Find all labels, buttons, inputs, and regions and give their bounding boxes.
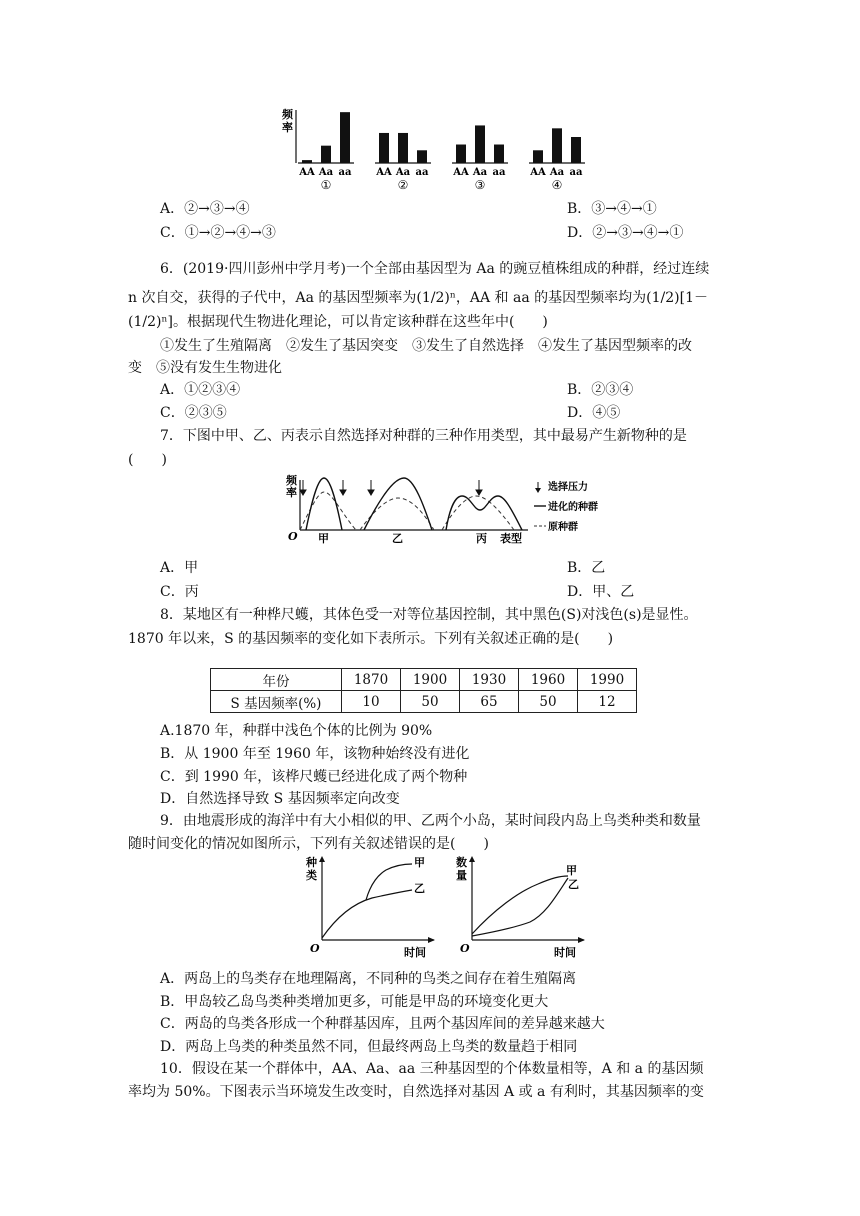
- q7-legend-3: 原种群: [548, 522, 578, 533]
- bar-tick-label: aa: [338, 167, 352, 178]
- table-header-cell: 1960: [519, 669, 578, 691]
- bar-tick-label: AA: [453, 167, 469, 178]
- q9-left-y-arrowhead: [319, 856, 325, 862]
- island-population-chart: [454, 852, 594, 962]
- q7-stem-line-1: 7．下图中甲、乙、丙表示自然选择对种群的三种作用类型，其中最易产生新物种的是: [160, 428, 687, 444]
- bar-AA: [533, 150, 543, 163]
- q8-option-d[interactable]: D．自然选择导致 S 基因频率定向改变: [160, 791, 400, 807]
- bar-tick-label: Aa: [549, 167, 565, 178]
- bar-AA: [302, 160, 312, 163]
- gene-frequency-table: [210, 668, 637, 713]
- selection-type-figure: [284, 470, 614, 550]
- q5-option-d[interactable]: D．②→③→④→①: [567, 225, 684, 241]
- table-cell: 50: [401, 691, 460, 713]
- q9-left-label-yi: 乙: [414, 882, 425, 895]
- q9-left-label-jia: 甲: [414, 856, 425, 869]
- group-label: ①: [320, 178, 332, 192]
- q8-option-c[interactable]: C．到 1990 年，该桦尺蠖已经进化成了两个物种: [160, 769, 468, 785]
- q9-right-x-arrowhead: [578, 937, 585, 943]
- bar-aa: [494, 145, 504, 163]
- q7-label-yi: 乙: [392, 532, 403, 545]
- q7-arrowhead-3: [368, 490, 374, 495]
- q9-left-ylabel-2: 类: [306, 869, 317, 882]
- bar-tick-label: Aa: [395, 167, 411, 178]
- q7-option-a[interactable]: A．甲: [160, 560, 199, 576]
- bar-AA: [379, 133, 389, 163]
- q7-label-bing: 丙: [476, 532, 487, 545]
- q6-option-a[interactable]: A．①②③④: [160, 382, 241, 398]
- q7-evolved-curve-jia: [306, 478, 342, 530]
- q9-option-b[interactable]: B．甲岛较乙岛鸟类种类增加更多，可能是甲岛的环境变化更大: [160, 994, 549, 1010]
- q7-ylabel-2: 率: [286, 486, 297, 499]
- q7-option-c[interactable]: C．丙: [160, 584, 199, 600]
- table-header-cell: 1990: [578, 669, 637, 691]
- table-header-cell: 年份: [211, 669, 342, 691]
- bar-Aa: [475, 125, 485, 163]
- q9-right-curve-yi: [472, 878, 568, 936]
- q6-stem-line-3: (1/2)ⁿ]。根据现代生物进化理论，可以肯定该种群在这些年中( ): [128, 314, 548, 330]
- q6-statements-line-1: ①发生了生殖隔离 ②发生了基因突变 ③发生了自然选择 ④发生了基因型频率的改: [160, 338, 692, 354]
- bar-tick-label: Aa: [318, 167, 334, 178]
- bar-tick-label: aa: [415, 167, 429, 178]
- table-header-cell: 1870: [342, 669, 401, 691]
- bar-aa: [340, 112, 350, 163]
- q7-legend-arrowhead: [535, 488, 541, 493]
- q6-option-c[interactable]: C．②③⑤: [160, 405, 227, 421]
- q5-option-b[interactable]: B．③→④→①: [567, 201, 657, 217]
- q9-option-a[interactable]: A．两岛上的鸟类存在地理隔离，不同种的鸟类之间存在着生殖隔离: [160, 971, 577, 987]
- q6-stem-line-1: 6．(2019·四川彭州中学月考)一个全部由基因型为 Aa 的豌豆植株组成的种群，经过连续: [160, 261, 710, 277]
- chart-ylabel: [282, 107, 294, 134]
- ylabel-char-2: 率: [282, 121, 293, 134]
- q7-arrowhead-4: [476, 490, 482, 495]
- bar-Aa: [552, 128, 562, 163]
- table-header-cell: 1930: [460, 669, 519, 691]
- bar-AA: [456, 145, 466, 163]
- q7-original-curve-jia: [300, 492, 356, 530]
- q9-right-ylabel-2: 量: [456, 869, 467, 882]
- table-cell: S 基因频率(%): [211, 691, 342, 713]
- q8-option-a[interactable]: A.1870 年，种群中浅色个体的比例为 90%: [160, 723, 433, 739]
- q9-right-origin: O: [460, 942, 470, 955]
- q9-right-label-jia: 甲: [566, 864, 577, 877]
- bar-tick-label: aa: [492, 167, 506, 178]
- q9-right-label-yi: 乙: [568, 878, 579, 891]
- q8-stem-line-1: 8．某地区有一种桦尺蠖，其体色受一对等位基因控制，其中黑色(S)对浅色(s)是显性。: [160, 607, 698, 623]
- table-row: [211, 691, 637, 713]
- table-cell: 12: [578, 691, 637, 713]
- q7-evolved-curve-yi: [364, 478, 432, 530]
- bar-tick-label: AA: [376, 167, 392, 178]
- q5-option-a[interactable]: A．②→③→④: [160, 201, 250, 217]
- genotype-frequency-bar-chart: [280, 104, 610, 192]
- q6-stem-line-2: n 次自交，获得的子代中，Aa 的基因型频率为(1/2)ⁿ，AA 和 aa 的基因型频率均为(1/2)[1－: [128, 290, 708, 306]
- q7-arrowhead-1: [300, 490, 306, 495]
- q7-stem-line-2: ( ): [128, 452, 167, 468]
- q7-arrowhead-2: [340, 490, 346, 495]
- q6-option-d[interactable]: D．④⑤: [567, 405, 621, 421]
- group-label: ③: [474, 178, 486, 192]
- q9-left-x-arrowhead: [428, 937, 435, 943]
- q9-stem-line-1: 9．由地震形成的海洋中有大小相似的甲、乙两个小岛，某时间段内岛上鸟类种类和数量: [160, 813, 701, 829]
- q6-statements-line-2: 变 ⑤没有发生生物进化: [128, 360, 282, 376]
- bar-tick-label: Aa: [472, 167, 488, 178]
- q7-xlabel: 表型: [500, 532, 522, 545]
- group-label: ④: [551, 178, 563, 192]
- table-cell: 50: [519, 691, 578, 713]
- table-cell: 10: [342, 691, 401, 713]
- island-species-chart: [304, 852, 444, 962]
- q7-label-jia: 甲: [318, 532, 329, 545]
- q8-stem-line-2: 1870 年以来，S 的基因频率的变化如下表所示。下列有关叙述正确的是( ): [128, 631, 614, 647]
- table-header-cell: 1900: [401, 669, 460, 691]
- table-cell: 65: [460, 691, 519, 713]
- q9-left-origin: O: [310, 942, 320, 955]
- q10-stem-line-1: 10．假设在某一个群体中，AA、Aa、aa 三种基因型的个体数量相等，A 和 a 的基因频: [160, 1061, 704, 1077]
- q7-original-curve-bing: [442, 496, 514, 530]
- bar-tick-label: AA: [299, 167, 315, 178]
- q5-option-c[interactable]: C．①→②→④→③: [160, 225, 276, 241]
- q7-option-d[interactable]: D．甲、乙: [567, 584, 635, 600]
- bar-Aa: [398, 133, 408, 163]
- q6-option-b[interactable]: B．②③④: [567, 382, 634, 398]
- q9-left-xlabel: 时间: [404, 946, 426, 959]
- ylabel-char-1: 频: [282, 108, 293, 121]
- q9-option-c[interactable]: C．两岛的鸟类各形成一个种群基因库，且两个基因库间的差异越来越大: [160, 1016, 605, 1032]
- q7-ylabel-1: 频: [286, 474, 297, 487]
- table-header-row: [211, 669, 637, 691]
- q9-right-ylabel-1: 数: [456, 856, 467, 869]
- q9-stem-line-2: 随时间变化的情况如图所示，下列有关叙述错误的是( ): [128, 836, 489, 852]
- bar-aa: [571, 137, 581, 163]
- bar-aa: [417, 150, 427, 163]
- q7-legend-1: 选择压力: [548, 482, 588, 493]
- q9-left-ylabel-1: 种: [306, 856, 317, 869]
- group-label: ②: [397, 178, 409, 192]
- bar-tick-label: AA: [530, 167, 546, 178]
- q9-right-xlabel: 时间: [554, 946, 576, 959]
- q7-origin: O: [288, 530, 298, 543]
- bar-tick-label: aa: [569, 167, 583, 178]
- q9-option-d[interactable]: D．两岛上鸟类的种类虽然不同，但最终两岛上鸟类的数量趋于相同: [160, 1039, 578, 1055]
- q7-legend-2: 进化的种群: [548, 502, 598, 513]
- q9-right-y-arrowhead: [469, 856, 475, 862]
- q8-option-b[interactable]: B．从 1900 年至 1960 年，该物种始终没有进化: [160, 746, 470, 762]
- bar-Aa: [321, 146, 331, 163]
- q7-option-b[interactable]: B．乙: [567, 560, 606, 576]
- q7-evolved-curve-bing: [446, 496, 522, 530]
- q10-stem-line-2: 率均为 50%。下图表示当环境发生改变时，自然选择对基因 A 或 a 有利时，其基因频率的变: [128, 1084, 704, 1100]
